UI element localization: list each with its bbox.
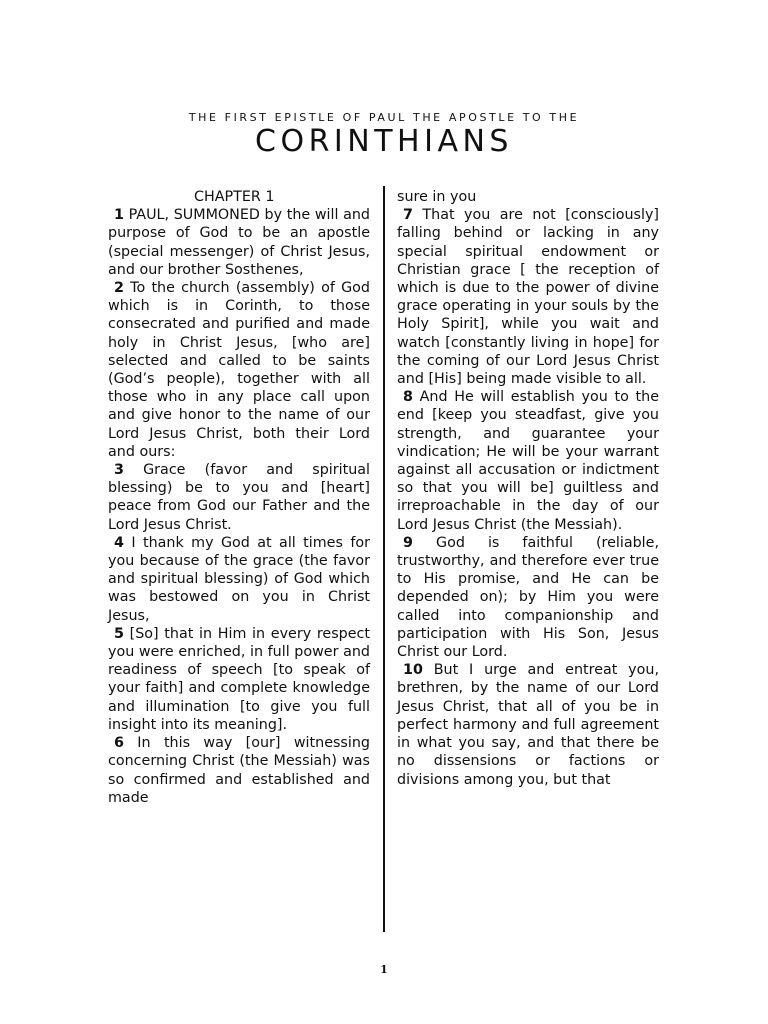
verse-5 xyxy=(108,625,370,734)
book-supertitle: THE FIRST EPISTLE OF PAUL THE APOSTLE TO THE xyxy=(188,111,580,124)
verse-text: I thank my God at all times for you because of the grace (the favor and spiritual blessing) of God which was bestowed on you in Christ Jesus, xyxy=(108,534,370,624)
verse-number: 3 xyxy=(114,462,124,479)
verse-number: 2 xyxy=(114,280,124,297)
verse-4 xyxy=(108,534,370,625)
verse-text: And He will establish you to the end [keep you steadfast, give you strength, and guarantee your vindication; He will be your warrant against all accusation or indictment so that you will be] guiltless and irreproachable in the day of our Lord Jesus Christ (the Messiah). xyxy=(397,389,659,533)
right-column xyxy=(397,188,659,789)
verse-text: To the church (assembly) of God which is in Corinth, to those consecrated and purified and made holy in Christ Jesus, [who are] selected and called to be saints (God’s people), together with all those who in any place call upon and give honor to the name of our Lord Jesus Christ, both their Lord and ours: xyxy=(108,280,370,460)
verse-text: [So] that in Him in every respect you were enriched, in full power and readiness of speech [to speak of your faith] and complete knowledge and illumination [to give you full insight into its meaning]. xyxy=(108,625,370,733)
verse-text: PAUL, SUMMONED by the will and purpose of God to be an apostle (special messenger) of Christ Jesus, and our brother Sosthenes, xyxy=(108,207,370,278)
verse-2 xyxy=(108,279,370,461)
verse-number: 1 xyxy=(114,207,124,224)
column-divider xyxy=(383,186,385,932)
verse-number: 9 xyxy=(403,534,413,551)
verse-text: That you are not [consciously] falling behind or lacking in any special spiritual endowment or Christian grace [ the reception of which is due to the power of divine grace operating in your souls by the Holy Spirit], while you wait and watch [constantly living in hope] for the coming of our Lord Jesus Christ and [His] being made visible to all. xyxy=(397,207,659,388)
verse-6 xyxy=(108,734,370,807)
page-number: 1 xyxy=(380,963,388,976)
verse-1 xyxy=(108,206,370,279)
verse-number: 7 xyxy=(403,207,413,224)
verse-number: 10 xyxy=(403,662,423,679)
verse-number: 6 xyxy=(114,735,124,752)
chapter-heading: CHAPTER 1 xyxy=(194,189,275,205)
verse-9 xyxy=(397,534,659,661)
verse-continuation: sure in you xyxy=(397,189,477,205)
verse-3 xyxy=(108,461,370,534)
verse-number: 5 xyxy=(114,625,124,642)
left-column xyxy=(108,188,370,807)
book-title: CORINTHIANS xyxy=(255,124,513,159)
verse-text: God is faithful (reliable, trustworthy, and therefore ever true to His promise, and He can be depended on); by Him you were called into companionship and participation with His Son, Jesus Christ our Lord. xyxy=(397,534,659,661)
verse-text: Grace (favor and spiritual blessing) be to you and [heart] peace from God our Father and the Lord Jesus Christ. xyxy=(108,462,370,533)
verse-number: 4 xyxy=(114,534,124,551)
verse-text: But I urge and entreat you, brethren, by the name of our Lord Jesus Christ, that all of you be in perfect harmony and full agreement in what you say, and that there be no dissensions or factions or divisions among you, but that xyxy=(397,662,659,788)
verse-7 xyxy=(397,206,659,388)
verse-text: In this way [our] witnessing concerning Christ (the Messiah) was so confirmed and established and made xyxy=(108,735,370,806)
verse-number: 8 xyxy=(403,389,413,406)
verse-8 xyxy=(397,388,659,534)
verse-10 xyxy=(397,661,659,788)
